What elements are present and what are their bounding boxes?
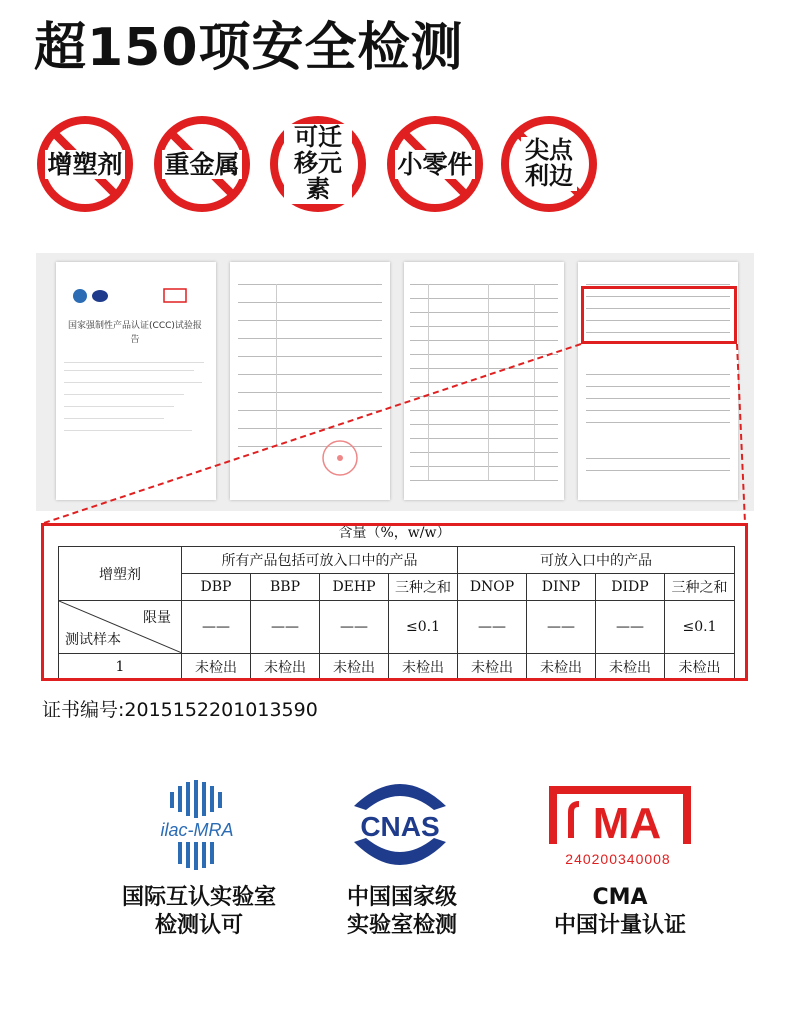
unit-header: 含量（%，w/w）: [338, 525, 451, 541]
cma-caption-line2: 中国计量认证: [553, 912, 686, 938]
limit-cell: ——: [251, 601, 320, 654]
group-header-all-products: 所有产品包括可放入口中的产品: [182, 547, 458, 574]
cma-brand-text: MA: [592, 799, 662, 848]
row-label-cell: 增塑剂: [59, 547, 182, 601]
cnas-caption-line2: 实验室检测: [346, 912, 457, 938]
column-header: DEHP: [320, 574, 389, 601]
cnas-caption-line1: 中国国家级: [346, 885, 457, 910]
badge-label: 小零件: [397, 149, 473, 179]
column-header: DBP: [182, 574, 251, 601]
ilac-caption-line1: 国际互认实验室: [121, 885, 276, 910]
limit-cell: ——: [320, 601, 389, 654]
ilac-caption-line2: 检测认可: [154, 912, 243, 938]
cover-title: 国家强制性产品认证(CCC)试验报告: [68, 321, 202, 345]
limit-cell: ≤0.1: [665, 601, 735, 654]
page-title: 超150项安全检测: [34, 18, 464, 78]
cnas-brand-text: CNAS: [360, 811, 440, 842]
cma-caption: [510, 884, 730, 939]
limit-cell: ≤0.1: [389, 601, 458, 654]
limit-cell: ——: [182, 601, 251, 654]
cma-logo: [545, 782, 695, 852]
result-cell: 未检出: [389, 654, 458, 681]
limit-label: 限量: [143, 610, 171, 626]
sample-label: 测试样本: [65, 632, 121, 648]
column-header: BBP: [251, 574, 320, 601]
cnas-caption: [292, 884, 512, 939]
column-header: 三种之和: [389, 574, 458, 601]
zoomed-test-table: [41, 523, 748, 681]
result-cell: 未检出: [251, 654, 320, 681]
badge-label: 尖点利边: [521, 137, 577, 191]
badge-label: 可迁移元素: [284, 124, 352, 204]
ilac-caption: [84, 884, 314, 939]
result-cell: 未检出: [320, 654, 389, 681]
cma-caption-line1: CMA: [592, 885, 648, 910]
limit-cell: ——: [458, 601, 527, 654]
result-cell: 未检出: [527, 654, 596, 681]
limit-cell: ——: [596, 601, 665, 654]
result-cell: 未检出: [458, 654, 527, 681]
result-cell: 未检出: [596, 654, 665, 681]
plasticizer-table: [58, 546, 735, 681]
group-header-mouthable: 可放入口中的产品: [458, 547, 735, 574]
ilac-brand-text: ilac-MRA: [160, 820, 234, 840]
column-header: 三种之和: [665, 574, 735, 601]
ilac-mra-logo: [142, 778, 252, 870]
cma-number: 240200340008: [565, 851, 671, 867]
diagonal-header-cell: [59, 601, 182, 654]
limit-cell: ——: [527, 601, 596, 654]
sample-id-cell: 1: [59, 654, 182, 681]
column-header: DIDP: [596, 574, 665, 601]
column-header: DNOP: [458, 574, 527, 601]
cnas-logo: [340, 776, 460, 872]
badge-label: 重金属: [164, 149, 240, 179]
badge-label: 增塑剂: [47, 149, 123, 179]
result-cell: 未检出: [182, 654, 251, 681]
column-header: DINP: [527, 574, 596, 601]
result-cell: 未检出: [665, 654, 735, 681]
certificate-number: 证书编号:2015152201013590: [42, 699, 318, 721]
